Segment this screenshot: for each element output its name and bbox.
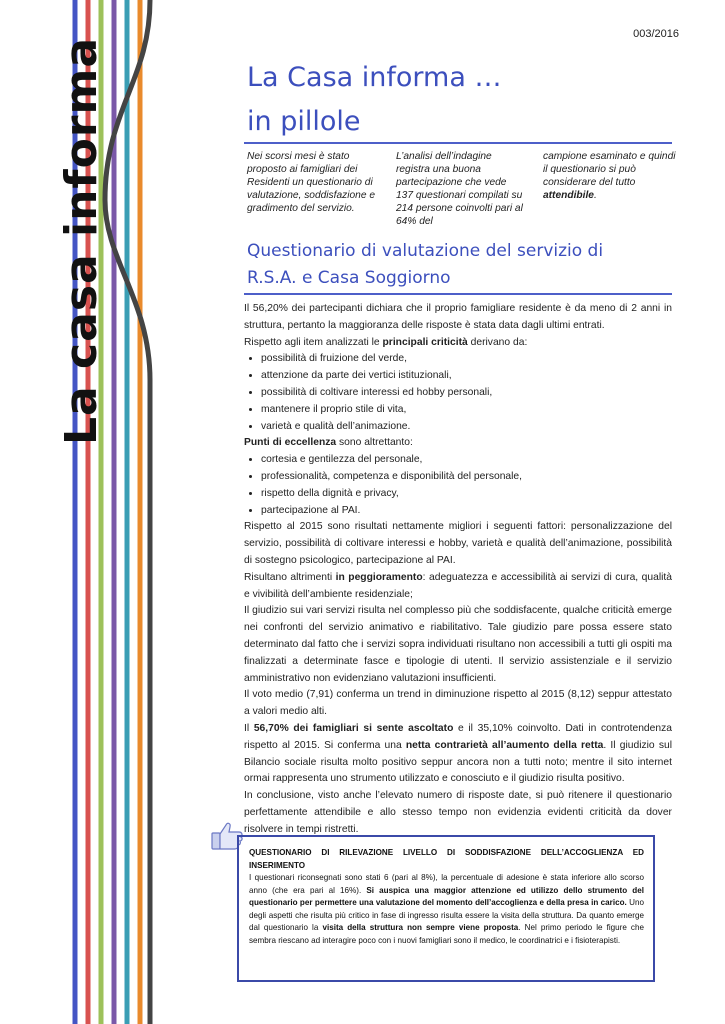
intro-column-1: Nei scorsi mesi è stato proposto ai famigliari dei Residenti un questionario di valutazione, soddisfazione e gradimento del servizio. [247,151,375,214]
box-t1: I questionari riconsegnati sono stati 6 (pari al 8%), la percentuale di adesione è stata inferiore allo scorso anno (che era pari al 16%). [249,873,644,895]
info-box-text [249,872,644,947]
info-box [237,835,655,982]
intro-column-3 [543,150,678,202]
section-subtitle [247,238,677,292]
paragraph-8 [244,721,672,788]
paragraph-4: Rispetto al 2015 sono risultati nettamente migliori i seguenti fattori: personalizzazione del servizio, possibilità di coltivare interessi e hobby, varietà e qualità dell’animazione, possibilità di sostegno psicologico, partecipazione al PAI. [244,521,672,566]
list-item: • rispetto della dignità e privacy, [261,486,672,503]
brand-vertical-title: La casa informa [56,36,107,445]
p8-bold-1: 56,70% dei famigliari si sente ascoltato [253,722,454,734]
subtitle-rule [244,293,672,295]
list-item: • varietà e qualità dell’animazione. [261,419,672,436]
info-box-title: QUESTIONARIO DI RILEVAZIONE LIVELLO DI SODDISFAZIONE DELL’ACCOGLIENZA ED INSERIMENTO [249,848,644,870]
intro-col3-end: . [593,190,597,201]
paragraph-2 [244,335,672,352]
p8-pre: Il [244,722,254,734]
intro-col3-text: campione esaminato e quindi il questionario si può considerare del tutto [543,151,676,188]
p5-bold: in peggioramento [335,571,423,583]
list-item: • cortesia e gentilezza del personale, [261,452,672,469]
subtitle-line-1: Questionario di valutazione del servizio di [247,241,604,261]
criticita-list [244,351,672,435]
paragraph-5 [244,570,672,604]
issue-number: 003/2016 [633,28,679,40]
list-item: • mantenere il proprio stile di vita, [261,402,672,419]
paragraph-1: Il 56,20% dei partecipanti dichiara che il proprio famigliare residente è da meno di 2 anni in struttura, pertanto la maggioranza delle risposte è stata data dagli ultimi entrati. [244,303,672,331]
p8-mid: e il 35,10% coinvolto. Dati in controtendenza rispetto al 2015. Si conferma una [244,722,672,751]
list-item: • professionalità, competenza e disponibilità del personale, [261,469,672,486]
paragraph-3 [244,435,672,452]
box-t2-bold: visita della struttura non sempre viene proposta [322,923,519,932]
eccellenza-list [244,452,672,519]
box-t3: . Nel primo periodo le figure che sembra riescano ad interagire poco con i nuovi famigliari sono il medico, le coordinatrici e i fisioterapisti. [249,923,644,945]
subtitle-line-2: R.S.A. e Casa Soggiorno [247,268,451,288]
list-item: • partecipazione al PAI. [261,503,672,520]
p5-pre: Risultano altrimenti [244,571,336,583]
p2-post: derivano da: [467,336,528,348]
title-line-1: La Casa informa … [247,62,502,93]
paragraph-7: Il voto medio (7,91) conferma un trend in diminuzione rispetto al 2015 (8,12) seppur attestato a valori medio alti. [244,689,672,718]
p2-pre: Rispetto agli item analizzati le [244,336,383,348]
list-item: • possibilità di coltivare interessi ed hobby personali, [261,385,672,402]
article-body [244,301,672,839]
p2-bold: principali criticità [382,336,468,348]
intro-col3-bold: attendibile [543,190,594,201]
title-line-2: in pillole [247,106,361,137]
paragraph-9: In conclusione, visto anche l’elevato numero di risposte date, si può ritenere il questionario perfettamente attendibile e allo stesso tempo non evidenzia evidenti criticità da dover risolvere in tempi ristretti. [244,790,672,835]
p5-post: : adeguatezza e accessibilità ai servizi di cura, qualità e vivibilità dell’ambiente residenziale; [244,571,672,600]
p3-bold: Punti di eccellenza [244,437,337,449]
page-title [247,56,677,144]
p8-post: . Il giudizio sul Bilancio sociale risulta molto positivo seppur ancora non a tutti noto; mentre il sito internet ormai rappresenta uno strumento utilizzato e conosciuto e il giudizio risulta positivo. [244,739,672,785]
intro-column-2: L’analisi dell’indagine registra una buona partecipazione che vede 137 questionari compilati su 214 persone coinvolti pari al 64% del [396,151,523,227]
paragraph-6: Il giudizio sui vari servizi risulta nel complesso più che soddisfacente, qualche criticità emerge nei confronti del servizio animativo e riabilitativo. Tale giudizio pare possa essere stato determinato dal fatto che i servizi sopra individuati risultano non accessibili a tutti gli ospiti ma finalizzati a determinate fasce e tipologie di utenti. Il servizio assistenziale e il servizio amministrativo non evidenziano valutazioni insufficienti. [244,605,672,684]
p8-bold-2: netta contrarietà all’aumento della retta [405,739,604,751]
decorative-stripes [0,0,240,1024]
title-rule [244,142,672,144]
p3-post: sono altrettanto: [336,437,413,449]
box-t2: Uno degli aspetti che risulta più critico in fase di ingresso risulta essere la visita della struttura. Da quanto emerge dal questionario la [249,898,644,932]
box-t1-bold: Si auspica una maggior attenzione ed utilizzo dello strumento del questionario per permettere una valutazione del momento dell’accoglienza e della presa in carico. [249,885,644,907]
list-item: • possibilità di fruizione del verde, [261,351,672,368]
list-item: • attenzione da parte dei vertici istituzionali, [261,368,672,385]
